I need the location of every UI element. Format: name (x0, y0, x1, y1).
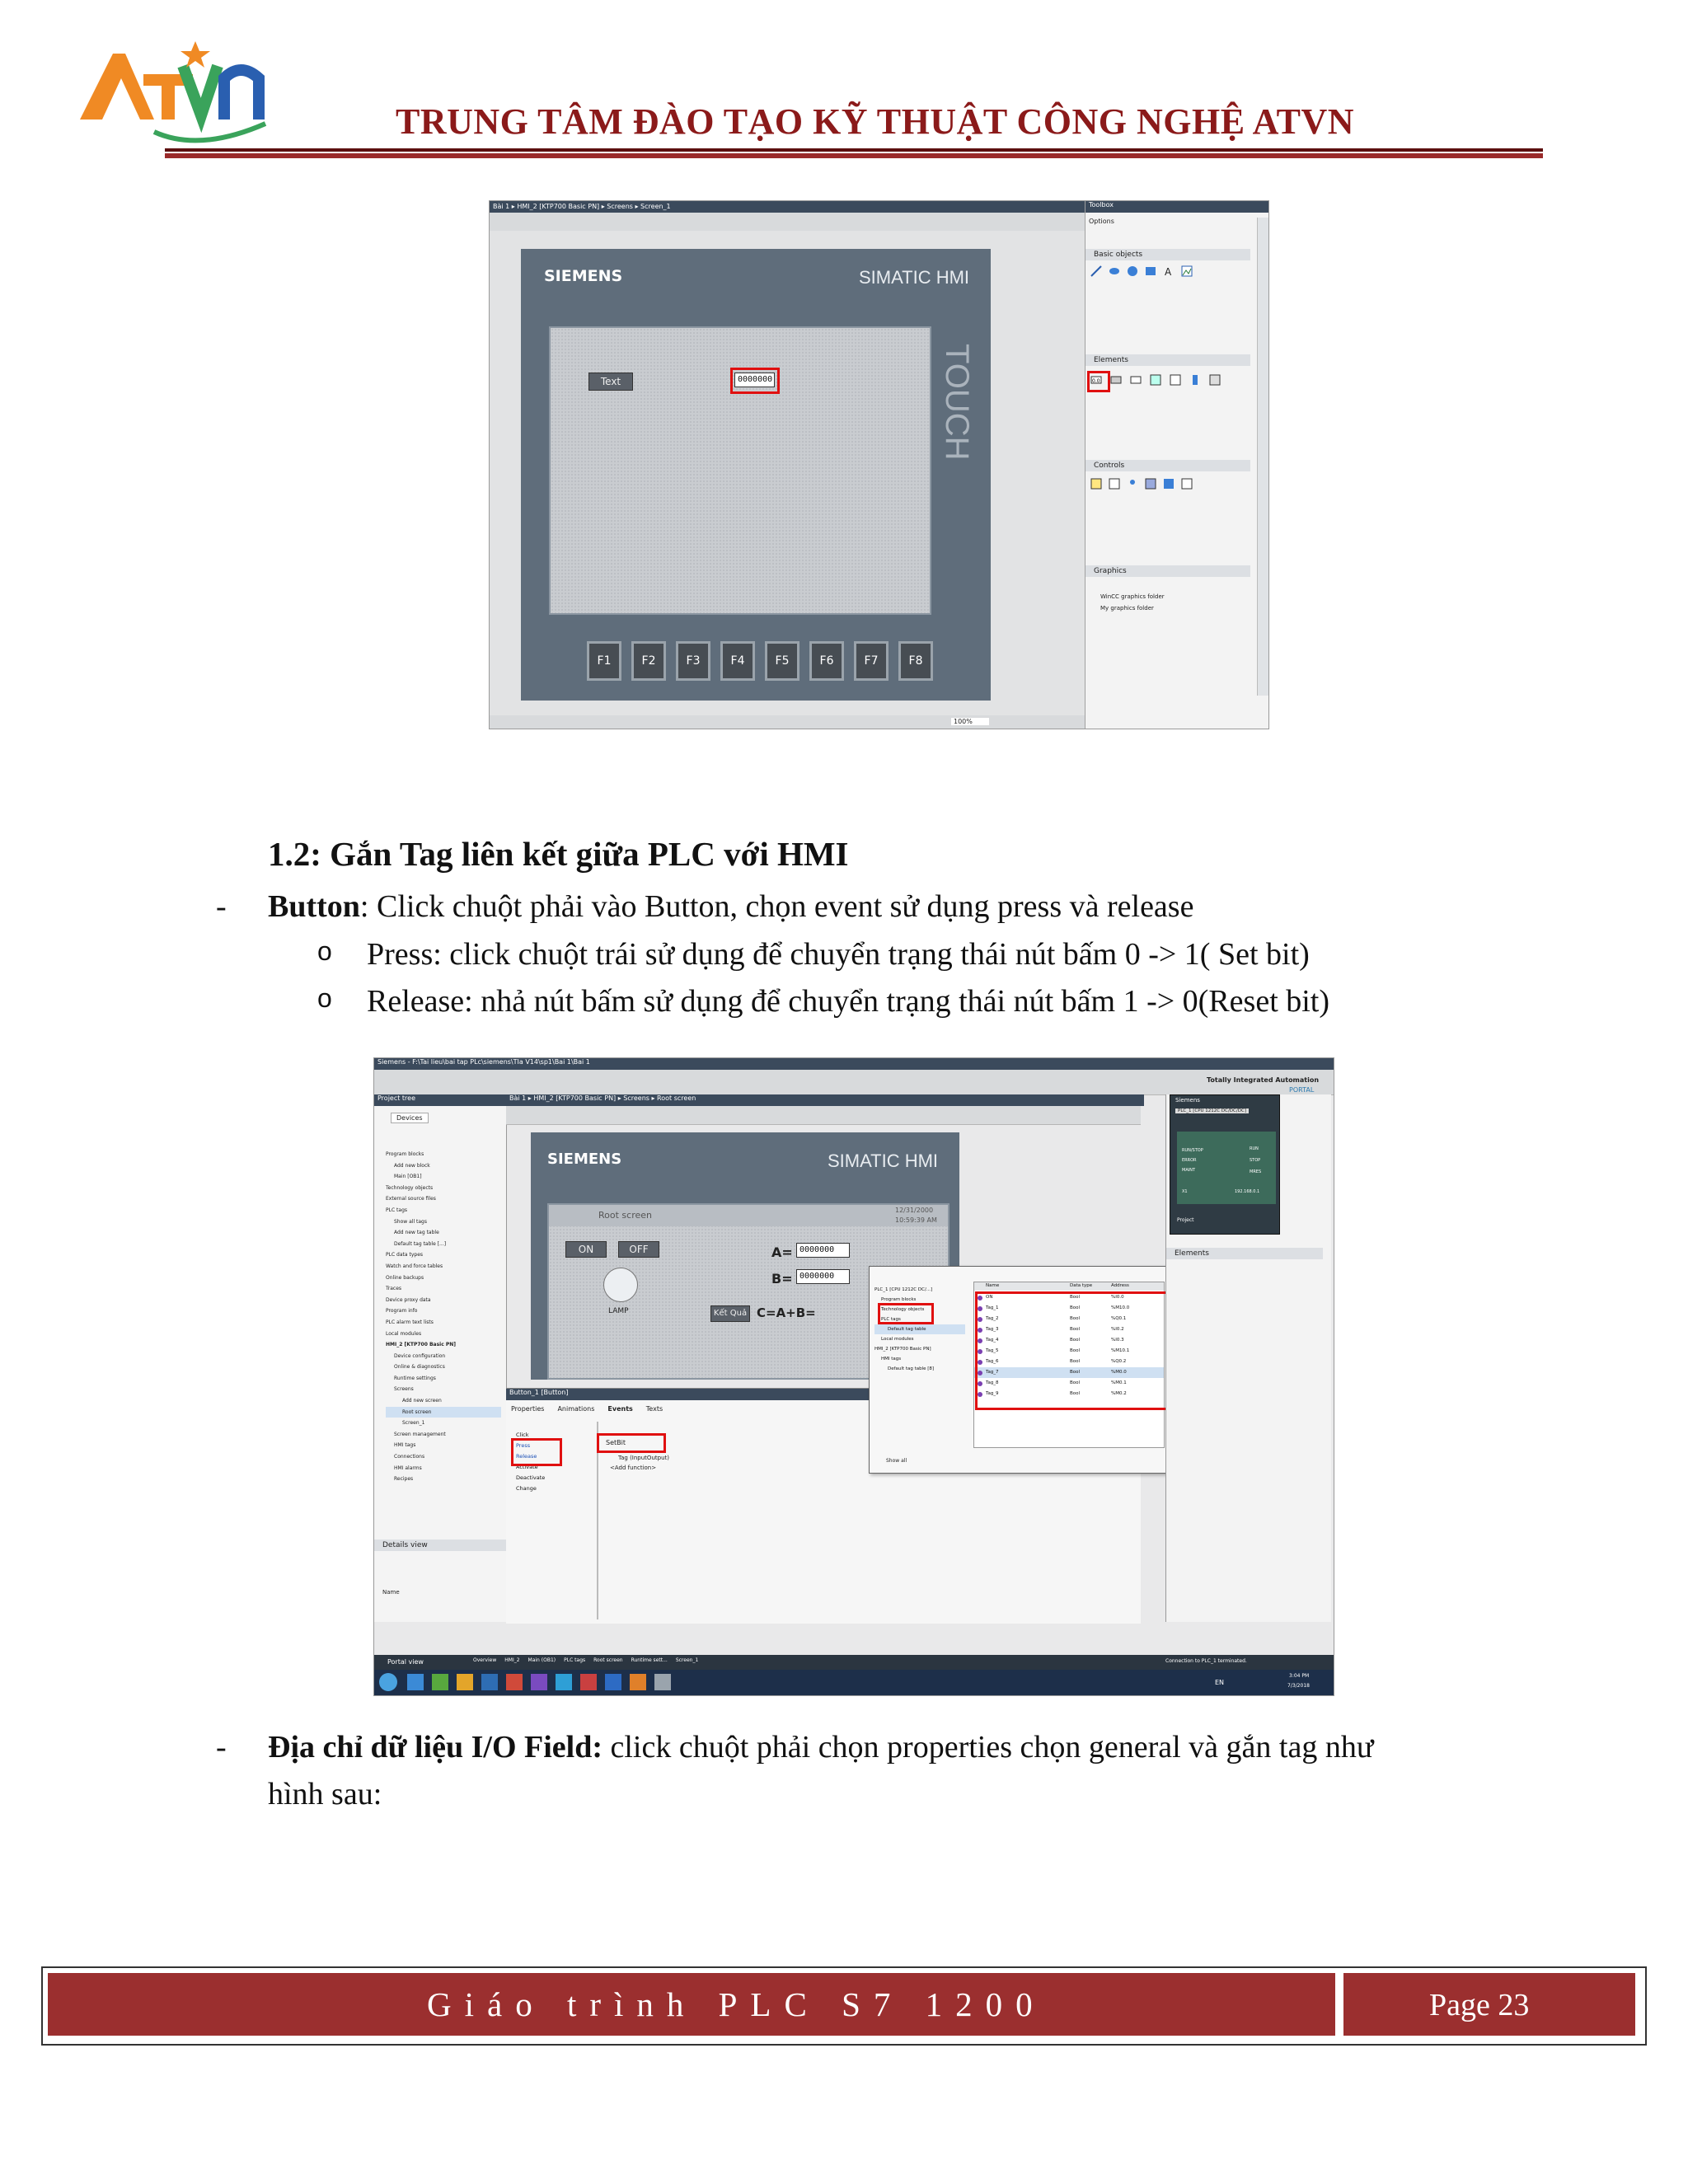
elements-header[interactable]: Elements (1166, 1248, 1323, 1259)
app-icon[interactable] (531, 1674, 547, 1690)
tag-type: Bool (1070, 1391, 1081, 1396)
press-release-highlight (511, 1438, 562, 1466)
screen-date: 12/31/2000 (895, 1207, 934, 1214)
bullet-io-field-bold: Địa chỉ dữ liệu I/O Field: (268, 1730, 603, 1765)
plc-tree-item[interactable]: PLC_1 [CPU 1212C DC/...] (874, 1287, 933, 1292)
graphics-header[interactable]: Graphics (1085, 565, 1250, 577)
tag-name: Tag_6 (986, 1359, 999, 1364)
tree-item[interactable]: Screens (394, 1386, 414, 1393)
language-indicator[interactable]: EN (1215, 1679, 1225, 1686)
tab-events[interactable]: Events (607, 1405, 633, 1413)
tree-item[interactable]: Main [OB1] (394, 1174, 422, 1180)
tree-item[interactable]: Technology objects (386, 1184, 434, 1191)
screenshot-hmi-editor (489, 200, 1269, 729)
status-message: Connection to PLC_1 terminated. (1165, 1658, 1247, 1664)
details-name-col: Name (382, 1589, 400, 1596)
sum-label: C=A+B= (757, 1305, 816, 1320)
page-number: Page 23 (1429, 1988, 1530, 2022)
bar-icon[interactable] (1189, 374, 1201, 386)
cpu-faceplate (1177, 1132, 1276, 1204)
tree-item[interactable]: External source files (386, 1196, 436, 1202)
tag-type: Bool (1070, 1348, 1081, 1353)
sub-bullet-press: Press: click chuột trái sử dụng để chuyển trạng thái nút bấm 0 -> 1( Set bit) (367, 937, 1310, 972)
tree-item[interactable]: Runtime settings (394, 1375, 436, 1381)
tree-item[interactable]: Add new screen (402, 1398, 442, 1404)
inspector-title: Button_1 [Button] (506, 1389, 1144, 1400)
tree-item[interactable]: Screen management (394, 1431, 446, 1437)
tree-item[interactable]: Program info (386, 1308, 418, 1315)
cpu-name: PLC_1 [CPU 1212C DC/DC/DC] (1175, 1108, 1249, 1113)
toolbox-title: Toolbox (1085, 201, 1269, 213)
tab-animations[interactable]: Animations (557, 1405, 595, 1413)
tree-item[interactable]: Add new block (394, 1162, 430, 1169)
app-icon[interactable] (407, 1674, 424, 1690)
simatic-hmi-label: SIMATIC HMI (828, 1151, 939, 1171)
fkey-f4[interactable]: F4 (720, 641, 755, 681)
io-field-a[interactable]: 0000000 (796, 1243, 850, 1258)
app-icon[interactable] (457, 1674, 473, 1690)
tag-name: Tag_7 (986, 1370, 999, 1375)
tab-properties[interactable]: Properties (511, 1405, 545, 1413)
tag-type: Bool (1070, 1359, 1081, 1364)
tree-item[interactable]: HMI_2 [KTP700 Basic PN] (386, 1342, 457, 1348)
zoom-bar (490, 715, 1085, 729)
mres-button[interactable]: MRES (1250, 1169, 1262, 1174)
event-change[interactable]: Change (516, 1485, 537, 1492)
screen-header (549, 1205, 948, 1226)
hmi-text-button[interactable]: Text (588, 373, 633, 391)
tag-list-highlight (975, 1291, 1170, 1410)
tree-item[interactable]: PLC alarm text lists (386, 1319, 434, 1325)
project-tree-panel (374, 1094, 507, 1622)
tree-item[interactable]: HMI alarms (394, 1465, 422, 1471)
tag-name: Tag_5 (986, 1348, 999, 1353)
elements-header[interactable]: Elements (1085, 354, 1250, 366)
element-icons (1090, 374, 1231, 387)
led-maint: MAINT (1182, 1168, 1196, 1173)
editor-tab[interactable]: Runtime sett... (631, 1657, 668, 1663)
user-view-icon[interactable] (1127, 478, 1138, 490)
tree-item[interactable]: Local modules (386, 1330, 422, 1337)
plc-status-card (1170, 1094, 1280, 1235)
app-icon[interactable] (654, 1674, 671, 1690)
basic-objects-header[interactable]: Basic objects (1085, 249, 1250, 260)
tree-item[interactable]: Device configuration (394, 1352, 446, 1359)
tag-address: %M0.2 (1111, 1391, 1127, 1396)
options-label: Options (1089, 218, 1114, 225)
siemens-brand: SIEMENS (547, 1151, 622, 1168)
tag-picker-popup (869, 1266, 1169, 1474)
right-task-panel (1165, 1094, 1331, 1622)
tag-type: Bool (1070, 1305, 1081, 1310)
plc-tree-item[interactable]: Default tag table (874, 1324, 965, 1334)
io-field[interactable]: 0000000 (734, 373, 775, 387)
editor-tab[interactable]: Overview (473, 1657, 497, 1663)
tag-address: %M10.0 (1111, 1305, 1130, 1310)
app-icon[interactable] (481, 1674, 498, 1690)
header-title: TRUNG TÂM ĐÀO TẠO KỸ THUẬT CÔNG NGHỆ ATVN (396, 101, 1355, 142)
zoom-select[interactable]: 100% (951, 718, 989, 725)
toolbox-side-tabs[interactable] (1257, 218, 1269, 696)
basic-object-icons (1090, 265, 1231, 282)
portal-bar (374, 1655, 1334, 1670)
tag-address: %I0.0 (1111, 1295, 1124, 1300)
plc-tree-item[interactable]: HMI tags (881, 1357, 902, 1361)
function-keys (587, 641, 933, 681)
section-heading: 1.2: Gắn Tag liên kết giữa PLC với HMI (268, 835, 849, 873)
tree-item[interactable]: Program blocks (386, 1151, 424, 1157)
tag-type: Bool (1070, 1295, 1081, 1300)
app-icon[interactable] (432, 1674, 448, 1690)
lamp-label: LAMP (608, 1307, 629, 1315)
editor-tab[interactable]: Screen_1 (675, 1657, 699, 1663)
fkey-f2[interactable]: F2 (631, 641, 666, 681)
io-field-b[interactable]: 0000000 (796, 1269, 850, 1284)
sub-bullet-marker: o (317, 983, 332, 1013)
ip-port-label: X1 (1182, 1189, 1188, 1194)
tag-name: Tag_9 (986, 1391, 999, 1396)
plc-tags-highlight (878, 1303, 934, 1324)
tree-item[interactable]: Watch and force tables (386, 1263, 443, 1269)
clock-time: 3:04 PM (1289, 1673, 1310, 1679)
on-button[interactable]: ON (565, 1241, 607, 1258)
bullet-io-field-text: click chuột phải chọn properties chọn general và gắn tag như (603, 1730, 1374, 1765)
tag-type: Bool (1070, 1380, 1081, 1385)
tree-item[interactable]: Recipes (394, 1476, 414, 1483)
fkey-f3[interactable]: F3 (676, 641, 710, 681)
bullet-button-bold: Button (268, 889, 360, 924)
hmi-screen[interactable] (549, 326, 931, 615)
touch-label: TOUCH (939, 344, 975, 461)
trend-view-icon[interactable] (1109, 478, 1120, 490)
controls-header[interactable]: Controls (1085, 460, 1250, 471)
word-icon[interactable] (605, 1674, 621, 1690)
tag-name: Tag_1 (986, 1305, 999, 1310)
plc-tree-item[interactable]: HMI_2 [KTP700 Basic PN] (874, 1347, 931, 1352)
screen-title: Root screen (598, 1210, 652, 1221)
tag-type: Bool (1070, 1338, 1081, 1343)
tree-item[interactable]: Traces (386, 1286, 402, 1292)
toolbox-panel (1085, 201, 1269, 729)
app-icon[interactable] (630, 1674, 646, 1690)
switch-icon[interactable] (1209, 374, 1221, 386)
plc-tree-item[interactable]: PLC tags (881, 1317, 901, 1322)
tree-item[interactable]: Online & diagnostics (394, 1364, 445, 1371)
bullet-button-text: : Click chuột phải vào Button, chọn event sử dụng press và release (359, 889, 1194, 924)
event-deactivate[interactable]: Deactivate (516, 1474, 546, 1481)
io-field-highlight (730, 368, 780, 394)
my-graphics-folder[interactable]: My graphics folder (1100, 605, 1154, 612)
clock-date: 7/3/2018 (1287, 1683, 1310, 1689)
bullet-dash: - (216, 1730, 227, 1765)
format-toolbar[interactable] (506, 1106, 1141, 1125)
footer-title: Giáo trình PLC S7 1200 (427, 1985, 1046, 2023)
screen-time: 10:59:39 AM (895, 1216, 937, 1224)
main-toolbar[interactable] (374, 1070, 1334, 1095)
plc-tree-item[interactable]: Default tag table [8] (888, 1366, 935, 1371)
tag-address: %Q0.1 (1111, 1316, 1127, 1321)
project-tree (386, 1149, 501, 1485)
hmi-panel-frame (521, 249, 991, 701)
header-rule (165, 148, 1543, 152)
fkey-f8[interactable]: F8 (898, 641, 933, 681)
window-titlebar: Siemens - F:\Tai lieu\bai tap PLc\siemens\TIa V14\sp1\Bai 1\Bai 1 (374, 1058, 1334, 1070)
label-a: A= (771, 1244, 793, 1260)
tree-item[interactable]: Add new tag table (394, 1230, 439, 1236)
off-button[interactable]: OFF (618, 1241, 659, 1258)
stop-button[interactable]: STOP (1250, 1158, 1261, 1163)
screenshot-tia-portal (373, 1057, 1334, 1696)
editor-breadcrumb: Bài 1 ▸ HMI_2 [KTP700 Basic PN] ▸ Screens ▸ Root screen (506, 1094, 1144, 1106)
editor-tab[interactable]: HMI_2 (504, 1657, 520, 1663)
bullet-io-field (268, 1729, 1373, 1765)
tag-name: Tag_3 (986, 1327, 999, 1332)
wincc-graphics-folder[interactable]: WinCC graphics folder (1100, 593, 1165, 600)
atvn-logo-icon (76, 33, 290, 152)
fkey-f5[interactable]: F5 (765, 641, 799, 681)
project-tree-title: Project tree (374, 1094, 509, 1106)
tia-brand: Totally Integrated Automation (1207, 1076, 1320, 1084)
taskbar-apps (407, 1674, 1001, 1690)
tag-name: ON (986, 1295, 993, 1300)
tab-texts[interactable]: Texts (645, 1405, 663, 1413)
app-icon[interactable] (506, 1674, 523, 1690)
ip-address: 192.168.0.1 (1235, 1189, 1260, 1194)
system-diagnostics-icon[interactable] (1181, 478, 1193, 490)
plc-tree-item[interactable]: Local modules (881, 1337, 914, 1342)
plc-tree-item[interactable]: Technology objects (881, 1307, 925, 1312)
editor-titlebar (490, 201, 1085, 213)
line-icon[interactable] (1090, 265, 1102, 277)
editor-tab[interactable]: Root screen (593, 1657, 623, 1663)
tag-address: %Q0.2 (1111, 1359, 1127, 1364)
col-type: Data type (1070, 1283, 1093, 1288)
tree-item[interactable]: PLC tags (386, 1207, 408, 1213)
rectangle-icon[interactable] (1145, 265, 1156, 277)
io-field-icon[interactable] (1090, 374, 1102, 386)
status-force-icon[interactable] (1163, 478, 1175, 490)
col-address: Address (1111, 1283, 1129, 1288)
tree-item[interactable]: Show all tags (394, 1218, 427, 1225)
event-activate[interactable]: Activate (516, 1464, 538, 1470)
recipe-view-icon[interactable] (1145, 478, 1156, 490)
tree-item[interactable]: Root screen (386, 1407, 501, 1418)
show-all-checkbox[interactable]: Show all (886, 1458, 907, 1464)
tag-address: %I0.3 (1111, 1338, 1124, 1343)
alarm-view-icon[interactable] (1090, 478, 1102, 490)
sub-bullet-marker: o (317, 936, 332, 966)
inspector-tabs (511, 1405, 663, 1413)
windows-start-icon[interactable] (379, 1673, 397, 1691)
run-button[interactable]: RUN (1250, 1146, 1259, 1151)
tag-type: Bool (1070, 1370, 1081, 1375)
tag-type: Bool (1070, 1327, 1081, 1332)
editor-tab[interactable]: Main (OB1) (528, 1657, 556, 1663)
date-time-icon[interactable] (1170, 374, 1181, 386)
tree-item[interactable]: PLC data types (386, 1252, 424, 1258)
header-rule-accent (165, 153, 1543, 158)
bullet-dash: - (216, 889, 227, 924)
tree-item[interactable]: Connections (394, 1454, 425, 1460)
setbit-function[interactable]: SetBit (597, 1433, 666, 1453)
text-field-icon[interactable] (1163, 265, 1175, 277)
add-function[interactable]: <Add function> (610, 1465, 657, 1471)
svg-text:0.0: 0.0 (1092, 378, 1100, 384)
devices-tab[interactable]: Devices (391, 1113, 429, 1123)
led-runstop: RUN/STOP (1182, 1148, 1203, 1153)
footer-page-bar (1343, 1973, 1635, 2036)
tia-portal-label: PORTAL (1289, 1086, 1315, 1094)
graphic-view-icon[interactable] (1181, 265, 1193, 277)
app-icon[interactable] (556, 1674, 572, 1690)
symbolic-io-icon[interactable] (1130, 374, 1142, 386)
tag-table-header (974, 1282, 1164, 1291)
bullet-io-field-line2: hình sau: (268, 1777, 382, 1811)
lamp-indicator (603, 1268, 638, 1302)
tree-item[interactable]: Device proxy data (386, 1296, 431, 1303)
event-click[interactable]: Click (516, 1432, 529, 1438)
tag-address: %M10.1 (1111, 1348, 1130, 1353)
footer-title-bar (48, 1973, 1339, 2036)
led-error: ERROR (1182, 1158, 1197, 1163)
button-icon[interactable] (1110, 374, 1122, 386)
simatic-hmi-label: SIMATIC HMI (859, 267, 970, 288)
bullet-button (268, 888, 1193, 925)
ket-qua-button[interactable]: Kết Quả (710, 1305, 750, 1322)
project-label: Project (1177, 1217, 1194, 1223)
sub-bullet-release: Release: nhả nút bấm sử dụng để chuyển trạng thái nút bấm 1 -> 0(Reset bit) (367, 984, 1330, 1019)
fkey-f1[interactable]: F1 (587, 641, 621, 681)
tag-param-label: Tag (InputOutput) (618, 1455, 669, 1461)
tag-name: Tag_2 (986, 1316, 999, 1321)
event-press[interactable]: Press (516, 1442, 531, 1449)
plc-tree-item[interactable]: Program blocks (881, 1297, 917, 1302)
event-release[interactable]: Release (516, 1453, 537, 1460)
details-view-header[interactable]: Details view (374, 1540, 506, 1551)
atvn-logo (76, 33, 290, 152)
label-b: B= (771, 1271, 793, 1286)
fkey-f6[interactable]: F6 (809, 641, 844, 681)
svg-text:A: A (1165, 266, 1172, 277)
editor-tab[interactable]: PLC tags (564, 1657, 586, 1663)
tree-item[interactable]: Online backups (386, 1274, 424, 1281)
tag-address: %M0.1 (1111, 1380, 1127, 1385)
plc-tree (874, 1285, 965, 1374)
card-title: Siemens (1175, 1097, 1200, 1104)
graphic-io-icon[interactable] (1150, 374, 1161, 386)
tag-address: %M0.0 (1111, 1370, 1127, 1375)
tag-name: Tag_4 (986, 1338, 999, 1343)
siemens-brand: SIEMENS (544, 267, 623, 285)
format-toolbar[interactable] (490, 213, 1085, 232)
tag-name: Tag_8 (986, 1380, 999, 1385)
portal-view-link[interactable]: Portal view (387, 1658, 424, 1666)
circle-icon[interactable] (1127, 265, 1138, 277)
tag-type: Bool (1070, 1316, 1081, 1321)
tag-address: %I0.2 (1111, 1327, 1124, 1332)
editor-breadcrumb: Bài 1 ▸ HMI_2 [KTP700 Basic PN] ▸ Screens ▸ Screen_1 (493, 203, 671, 210)
col-name: Name (986, 1283, 1000, 1288)
tree-item[interactable]: Default tag table [...] (394, 1240, 447, 1247)
editor-tabs (473, 1657, 698, 1663)
tree-item[interactable]: HMI tags (394, 1442, 416, 1449)
fkey-f7[interactable]: F7 (854, 641, 889, 681)
windows-taskbar (374, 1670, 1334, 1695)
tree-item[interactable]: Screen_1 (402, 1420, 425, 1427)
ellipse-icon[interactable] (1109, 265, 1120, 277)
control-icons (1090, 478, 1231, 493)
app-icon[interactable] (580, 1674, 597, 1690)
